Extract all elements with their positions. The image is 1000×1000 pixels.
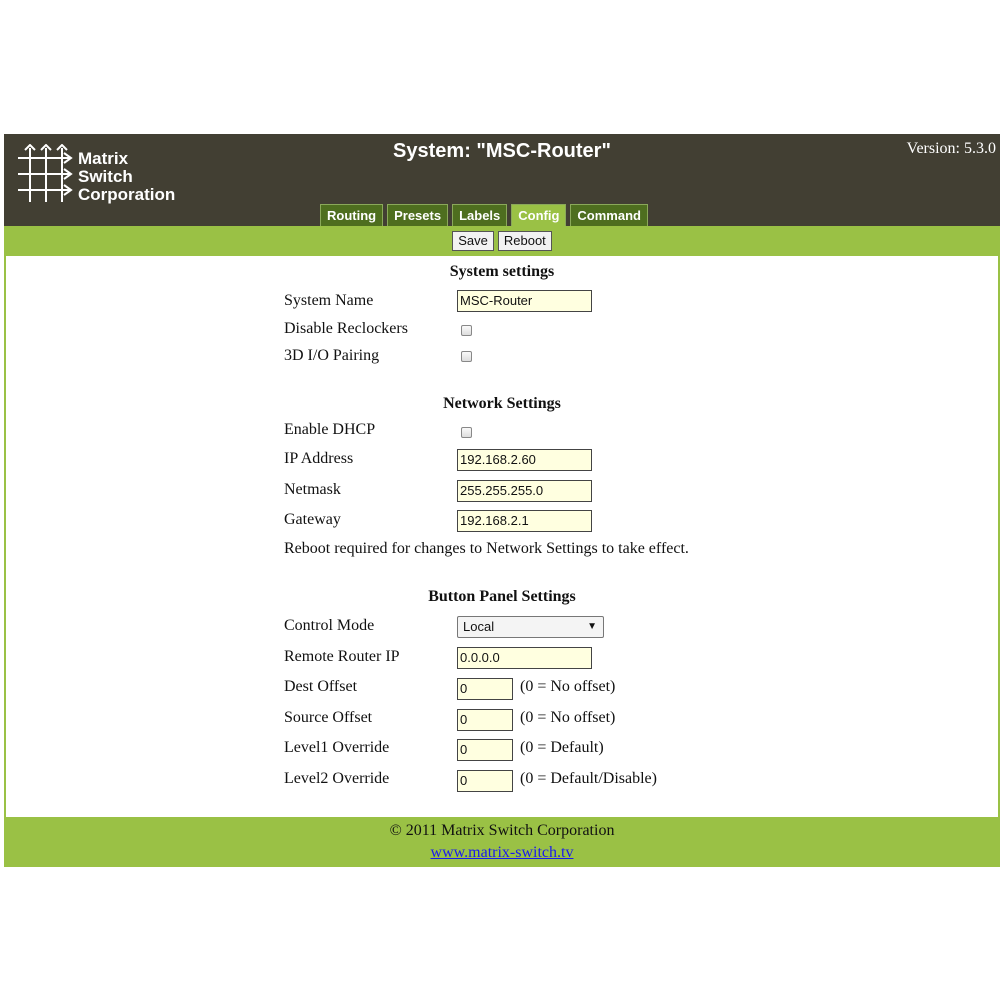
control-mode-select[interactable] xyxy=(457,616,604,638)
tab-presets[interactable]: Presets xyxy=(387,204,448,226)
source-offset-hint: (0 = No offset) xyxy=(520,709,616,726)
config-form xyxy=(4,256,1000,817)
company-name-line3: Corporation xyxy=(78,185,176,204)
level2-override-hint: (0 = Default/Disable) xyxy=(520,770,657,787)
netmask-input[interactable]: 255.255.255.0 xyxy=(457,480,592,502)
button-panel-title: Button Panel Settings xyxy=(428,588,576,605)
pairing-checkbox[interactable] xyxy=(461,351,472,362)
gateway-label: Gateway xyxy=(284,511,341,528)
toolbar xyxy=(4,226,1000,256)
nav-tabs xyxy=(320,204,648,226)
level2-override-label: Level2 Override xyxy=(284,770,390,787)
network-settings-title: Network Settings xyxy=(443,395,561,412)
disable-reclockers-checkbox[interactable] xyxy=(461,325,472,336)
page-frame xyxy=(4,134,1000,867)
level1-override-input[interactable]: 0 xyxy=(457,739,513,761)
website-link[interactable]: www.matrix-switch.tv xyxy=(430,844,574,861)
dest-offset-hint: (0 = No offset) xyxy=(520,678,616,695)
level2-override-input[interactable]: 0 xyxy=(457,770,513,792)
reboot-button[interactable]: Reboot xyxy=(498,231,552,251)
netmask-label: Netmask xyxy=(284,481,341,498)
system-name-label: System Name xyxy=(284,292,374,309)
source-offset-input[interactable]: 0 xyxy=(457,709,513,731)
ip-address-label: IP Address xyxy=(284,450,354,467)
level1-override-hint: (0 = Default) xyxy=(520,739,604,756)
tab-routing[interactable]: Routing xyxy=(320,204,383,226)
tab-command[interactable]: Command xyxy=(570,204,648,226)
control-mode-label: Control Mode xyxy=(284,617,375,634)
ip-address-input[interactable]: 192.168.2.60 xyxy=(457,449,592,471)
dest-offset-label: Dest Offset xyxy=(284,678,358,695)
dest-offset-input[interactable]: 0 xyxy=(457,678,513,700)
dhcp-checkbox[interactable] xyxy=(461,427,472,438)
footer xyxy=(4,817,1000,867)
disable-reclockers-label: Disable Reclockers xyxy=(284,320,408,337)
version-label: Version: 5.3.0 xyxy=(906,140,996,157)
gateway-input[interactable]: 192.168.2.1 xyxy=(457,510,592,532)
source-offset-label: Source Offset xyxy=(284,709,373,726)
remote-ip-input[interactable]: 0.0.0.0 xyxy=(457,647,592,669)
company-name-line2: Switch xyxy=(78,167,133,186)
header-bar xyxy=(4,134,1000,226)
system-settings-title: System settings xyxy=(449,263,555,280)
remote-ip-label: Remote Router IP xyxy=(284,648,400,665)
dhcp-label: Enable DHCP xyxy=(284,421,376,438)
system-name-input[interactable]: MSC-Router xyxy=(457,290,592,312)
dropdown-arrow-icon: ▼ xyxy=(587,621,597,632)
control-mode-value: Local xyxy=(463,619,495,634)
tab-config[interactable]: Config xyxy=(511,204,566,226)
save-button[interactable]: Save xyxy=(452,231,494,251)
level1-override-label: Level1 Override xyxy=(284,739,390,756)
tab-labels[interactable]: Labels xyxy=(452,204,507,226)
system-title: System: "MSC-Router" xyxy=(393,140,611,162)
reboot-note: Reboot required for changes to Network Settings to take effect. xyxy=(284,540,689,557)
pairing-label: 3D I/O Pairing xyxy=(284,347,380,364)
copyright-text: © 2011 Matrix Switch Corporation xyxy=(389,822,615,839)
company-name-line1: Matrix xyxy=(78,149,129,168)
